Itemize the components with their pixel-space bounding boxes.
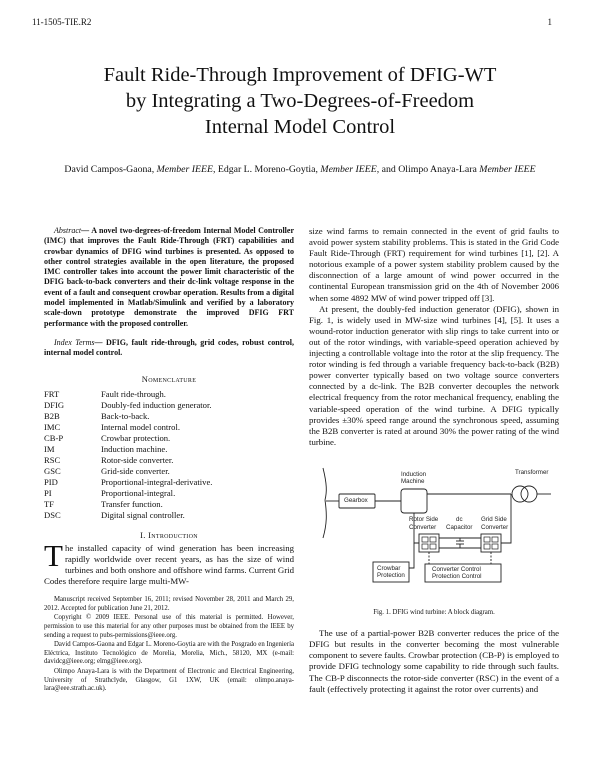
nomenclature-abbreviation: CB-P: [44, 432, 64, 443]
turbine-blade-upper: [323, 468, 326, 500]
nomenclature-definition: Internal model control.: [101, 421, 180, 432]
nomenclature-definition: Back-to-back.: [101, 410, 150, 421]
nomenclature-list: [44, 389, 294, 521]
author-list: [60, 163, 540, 176]
label-grid-converter: Converter: [481, 523, 509, 531]
nomenclature-definition: Doubly-fed induction generator.: [101, 399, 212, 410]
title-line: by Integrating a Two-Degrees-of-Freedom: [125, 90, 475, 112]
label-transformer: Transformer: [515, 468, 549, 476]
footnote: Copyright © 2009 IEEE. Personal use of this material is permitted. However, permission to use this material for any other purposes must be obtained from the IEEE by sending a request to pubs-permissions@ieee.org.: [44, 614, 294, 639]
author-role: Member IEEE: [156, 164, 213, 175]
figure-caption: Fig. 1. DFIG wind turbine: A block diagram.: [373, 608, 495, 616]
nomenclature-abbreviation: IM: [44, 443, 55, 454]
figure-dfig-diagram: [315, 464, 555, 602]
nomenclature-definition: Transfer function.: [101, 498, 163, 509]
nomenclature-row: [44, 510, 294, 521]
nomenclature-row: [44, 455, 294, 466]
footnotes: [44, 596, 294, 694]
label-crowbar: Crowbar Protection: [377, 564, 405, 579]
transformer-coil-b: [521, 486, 537, 502]
nomenclature-abbreviation: IMC: [44, 421, 61, 432]
nomenclature-row: [44, 466, 294, 477]
nomenclature-definition: Proportional-integral-derivative.: [101, 476, 213, 487]
nomenclature-row: [44, 422, 294, 433]
nomenclature-row: [44, 411, 294, 422]
nomenclature-definition: Grid-side converter.: [101, 465, 170, 476]
author-name: , Edgar L. Moreno-Goytia,: [212, 164, 321, 175]
drop-cap: T: [44, 538, 63, 574]
nomenclature-abbreviation: FRT: [44, 388, 60, 399]
abstract-text: — A novel two-degrees-of-freedom Internal Model Controller (IMC) that improves the Fault Ride-Through (FRT) capabilities and crowbar dynamics of DFIG wind turbines is presented. As opposed to other control strategies available in the open literature, the proposed IMC controller takes into account the power limit characteristic of the DFIG back-to-back converters and their dc-link voltage response in the event of a fault and consequent crowbar operation. Results from a digital model implemented in Matlab/Simulink and verified by a laboratory scale-down prototype demonstrate the improved DFIG FRT performance with the proposed controller.: [44, 226, 294, 328]
label-rotor-side: Rotor Side: [409, 515, 439, 523]
label-grid-side: Grid Side: [481, 515, 507, 523]
paper-title: [40, 62, 560, 140]
turbine-blade-lower: [323, 500, 326, 538]
title-line: Fault Ride-Through Improvement of DFIG-WT: [103, 64, 497, 86]
nomenclature-abbreviation: B2B: [44, 410, 60, 421]
body-paragraph: At present, the doubly-fed induction generator (DFIG), shown in Fig. 1, is widely used in MW-size wind turbines [4], [5]. It uses a wound-rotor induction generator with slip rings to take current into or out of the rotor windings, with variable-speed operation achieved by injecting a controllable voltage into the rotor at the slip frequency. The rotor winding is fed through a variable frequency back-to-back (B2B) power converter typically based on two voltage source converters connected by a dc-link. The B2B converter decouples the network electrical frequency from the rotor mechanical frequency, enabling the variable-speed operation of the wind turbine. A DFIG typically provides ±30% speed range around the synchronous speed, assuming the B2B converter is rated at around 30% the power rating of the wind turbine.: [309, 303, 559, 447]
transformer-coil-a: [512, 486, 528, 502]
nomenclature-abbreviation: RSC: [44, 454, 61, 465]
nomenclature-row: [44, 488, 294, 499]
abstract: [44, 226, 294, 329]
nomenclature-row: [44, 477, 294, 488]
label-rotor-converter: Converter: [409, 523, 437, 531]
nomenclature-abbreviation: TF: [44, 498, 55, 509]
footnote: Manuscript received September 16, 2011; revised November 28, 2011 and March 29, 2012. Accepted for publication June 21, 2012.: [44, 596, 294, 612]
dfig-block-diagram: [315, 464, 555, 602]
nomenclature-row: [44, 499, 294, 510]
machine-box: [401, 489, 427, 513]
nomenclature-row: [44, 400, 294, 411]
nomenclature-definition: Fault ride-through.: [101, 388, 166, 399]
title-line: Internal Model Control: [204, 116, 396, 138]
label-induction-machine: Induction Machine: [401, 470, 427, 485]
nomenclature-row: [44, 444, 294, 455]
nomenclature-definition: Rotor-side converter.: [101, 454, 174, 465]
label-gearbox: Gearbox: [344, 496, 368, 504]
author-role: Member IEEE: [479, 164, 536, 175]
right-column: [309, 226, 559, 695]
nomenclature-abbreviation: DFIG: [44, 399, 65, 410]
nomenclature-abbreviation: PI: [44, 487, 52, 498]
footnote: David Campos-Gaona and Edgar L. Moreno-Goytia are with the Posgrado en Ingeniería Eléctrica, Instituto Tecnológico de Morelia, Morelia, Mich., 58120, MX (e-mail: davidcg@ieee.org; elmg@ieee.org).: [44, 641, 294, 666]
author-name: and Olimpo Anaya-Lara: [379, 164, 480, 175]
introduction-paragraph: [44, 538, 294, 587]
abstract-lead: Abstract: [54, 226, 82, 235]
body-paragraph: size wind farms to remain connected in the event of grid faults to avoid power system stability problems. This is stated in the Grid Code Fault Ride-Through (FRT) requirement for wind turbines [1], [2]. A notorious example of a power system stability problem caused by the disconnection of a large amount of wind power occurred in the continental European transmission grid on the 4th of November 2006 when some 4892 MW of wind power tripped off [3].: [309, 226, 559, 303]
nomenclature-heading: Nomenclature: [141, 373, 197, 384]
nomenclature-definition: Digital signal controller.: [101, 509, 185, 520]
nomenclature-row: [44, 389, 294, 400]
nomenclature-definition: Proportional-integral.: [101, 487, 176, 498]
nomenclature-abbreviation: PID: [44, 476, 58, 487]
footnote: Olimpo Anaya-Lara is with the Department of Electronic and Electrical Engineering, University of Strathclyde, Glasgow, G1 1XW, UK (email: olimpo.anaya-lara@eee.strath.ac.uk).: [44, 667, 294, 693]
label-converter-control: Converter Control Protection Control: [432, 565, 482, 580]
body-paragraph: The use of a partial-power B2B converter reduces the price of the DFIG but results in the converter becoming the most vulnerable component to severe faults. Crowbar protection (CB-P) is employed to provide DFIG technology some capability to ride through such faults. The CB-P disconnects the rotor-side converter (RSC) in the event of a fault (effectively protecting it against the rotor over currents) and: [309, 628, 559, 694]
index-terms-lead: Index Terms: [54, 337, 95, 347]
author-role: Member IEEE,: [320, 164, 380, 175]
nomenclature-abbreviation: DSC: [44, 509, 61, 520]
index-terms-text: — DFIG, fault ride-through, grid codes, robust control, internal model control.: [44, 337, 294, 358]
label-capacitor: Capacitor: [446, 523, 473, 531]
nomenclature-row: [44, 433, 294, 444]
nomenclature-definition: Induction machine.: [101, 443, 168, 454]
section-heading: I. Introduction: [140, 529, 198, 540]
nomenclature-definition: Crowbar protection.: [101, 432, 171, 443]
author-name: David Campos-Gaona,: [64, 164, 157, 175]
nomenclature-abbreviation: GSC: [44, 465, 61, 476]
page-number: 1: [547, 17, 552, 27]
index-terms: [44, 338, 294, 359]
left-column: [44, 226, 294, 695]
label-dc: dc: [456, 515, 463, 523]
manuscript-id: 11-1505-TIE.R2: [32, 17, 92, 27]
introduction-text: he installed capacity of wind generation has been increasing rapidly worldwide over recent years, as has the size of wind turbines and both onshore and offshore wind farms. Current Grid Codes therefore require large multi-MW-: [44, 543, 294, 587]
